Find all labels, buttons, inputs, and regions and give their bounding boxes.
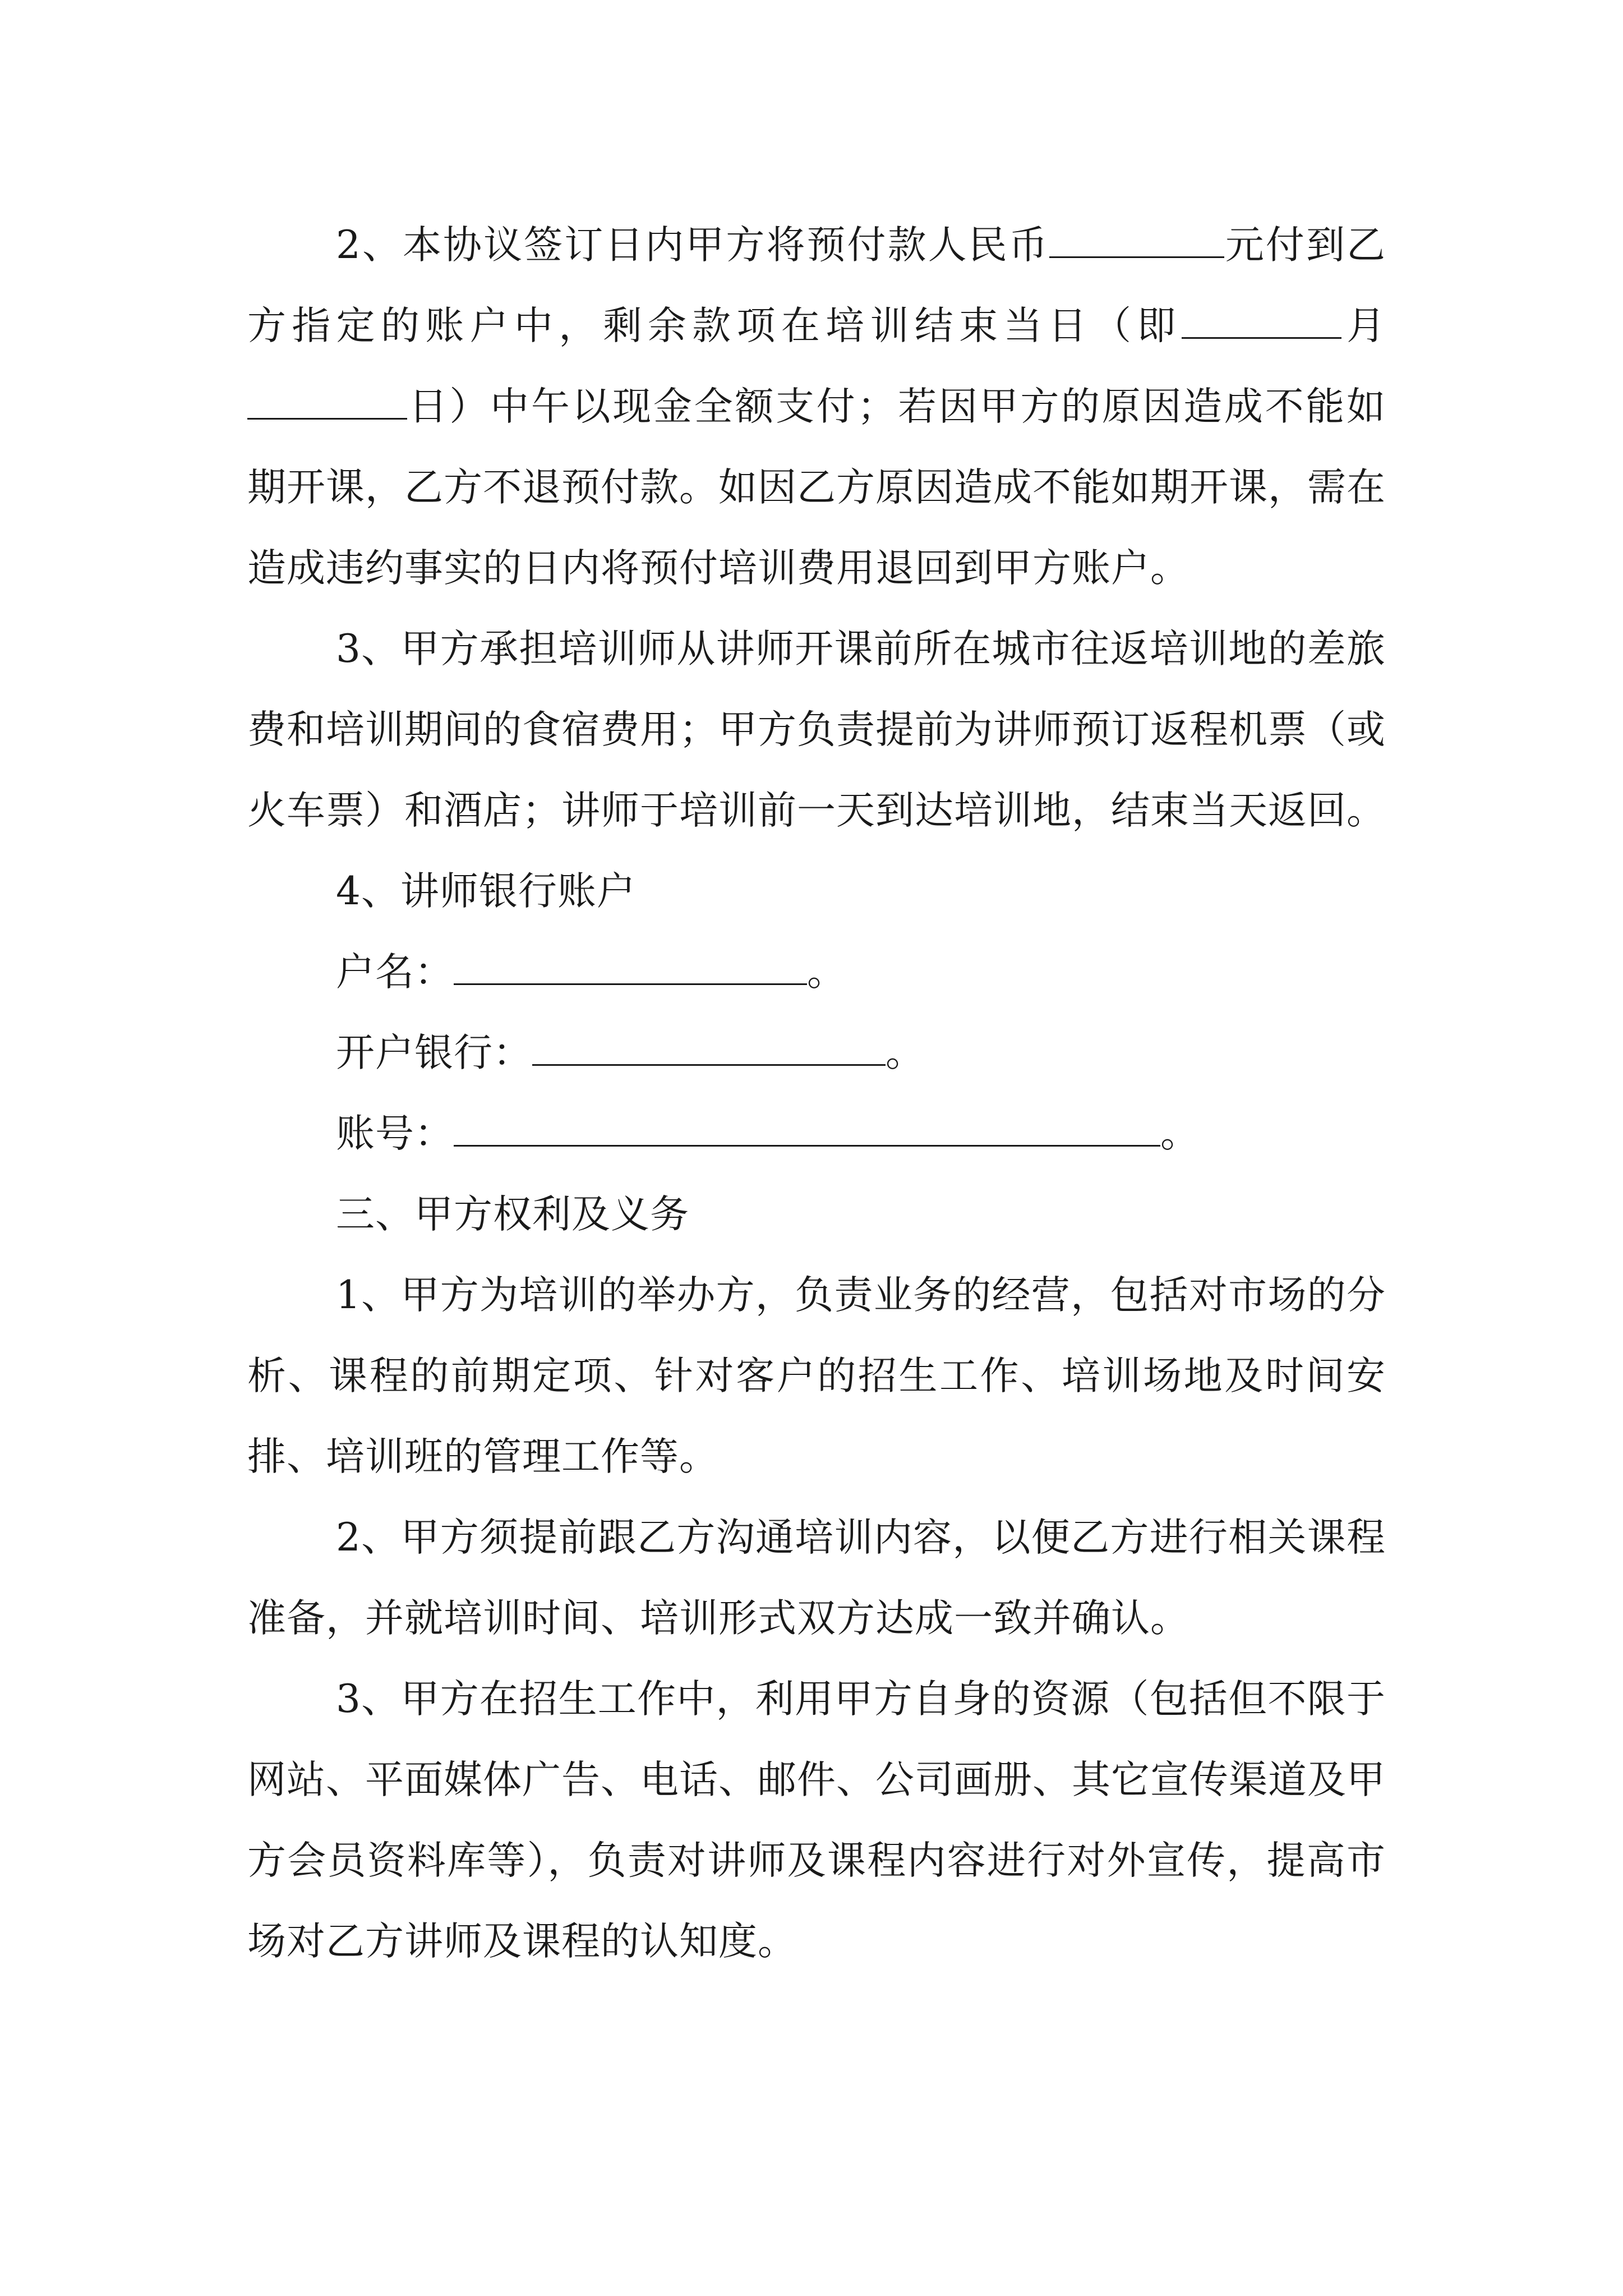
paragraph-account-name <box>247 932 1386 1013</box>
paragraph-party-a-organizer: 1、甲方为培训的举办方，负责业务的经营，包括对市场的分析、课程的前期定项、针对客户的招生工作、培训场地及时间安排、培训班的管理工作等。 <box>247 1273 1386 1479</box>
paragraph-party-a-promotion: 3、甲方在招生工作中，利用甲方自身的资源（包括但不限于网站、平面媒体广告、电话、邮件、公司画册、其它宣传渠道及甲方会员资料库等），负责对讲师及课程内容进行对外宣传，提高市场对乙方讲师及课程的认知度。 <box>247 1677 1386 1964</box>
training-end-date-blank <box>1182 303 1341 339</box>
paragraph-bank-account-heading: 4、讲师银行账户 <box>336 869 636 914</box>
payment-text-2: 元付到乙方指定的账户中，剩余款项在培训结束当日（即 <box>247 223 1386 348</box>
bank-name-label: 开户银行： <box>336 1030 532 1075</box>
paragraph-bank-name <box>247 1013 1386 1093</box>
account-name-label: 户名： <box>336 950 454 995</box>
paragraph-payment-terms <box>247 205 1386 609</box>
payment-text-1: 2、本协议签订日内甲方将预付款人民币 <box>336 223 1049 268</box>
paragraph-party-a-communication: 2、甲方须提前跟乙方沟通培训内容，以便乙方进行相关课程准备，并就培训时间、培训形式双方达成一致并确认。 <box>247 1515 1386 1641</box>
account-name-blank <box>454 950 807 985</box>
account-number-blank <box>454 1111 1160 1147</box>
bank-name-blank <box>532 1030 886 1066</box>
section-heading-party-a-rights: 三、甲方权利及义务 <box>336 1192 689 1237</box>
bank-name-end: 。 <box>886 1030 925 1075</box>
paragraph-account-number <box>247 1093 1386 1174</box>
account-number-end: 。 <box>1160 1111 1200 1156</box>
payment-text-3: 月 <box>1341 303 1386 348</box>
paragraph-travel-expenses: 3、甲方承担培训师从讲师开课前所在城市往返培训地的差旅费和培训期间的食宿费用；甲方负责提前为讲师预订返程机票（或火车票）和酒店；讲师于培训前一天到达培训地，结束当天返回。 <box>247 627 1386 833</box>
prepayment-amount-blank <box>1049 223 1224 258</box>
account-name-end: 。 <box>807 950 846 995</box>
training-end-day-blank <box>247 384 407 420</box>
payment-text-4: 日）中午以现金全额支付；若因甲方的原因造成不能如期开课，乙方不退预付款。如因乙方原因造成不能如期开课，需在造成违约事实的日内将预付培训费用退回到甲方账户。 <box>247 384 1386 591</box>
account-number-label: 账号： <box>336 1111 454 1156</box>
document-page <box>247 205 1386 1982</box>
